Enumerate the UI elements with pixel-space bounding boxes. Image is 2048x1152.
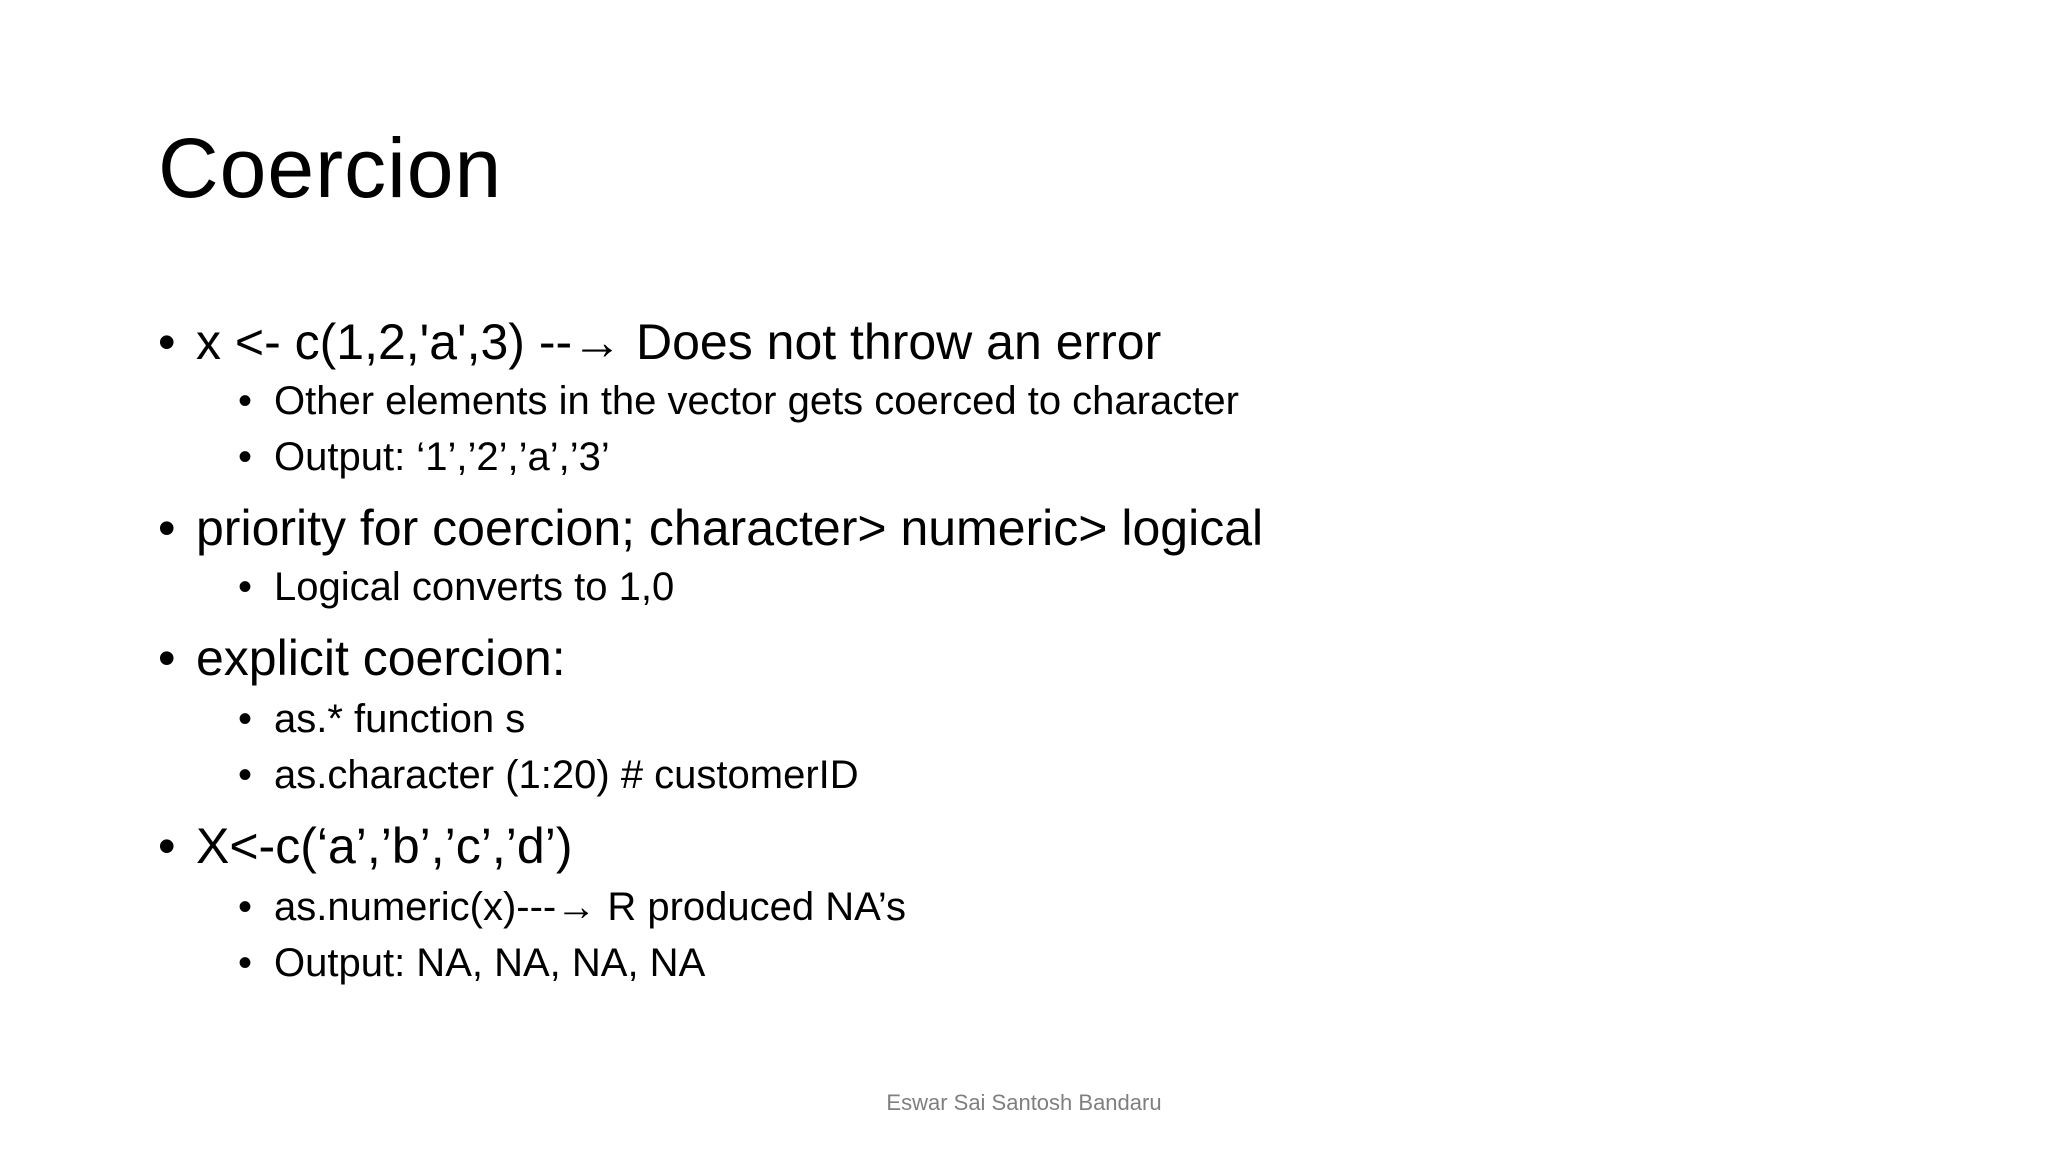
bullet-icon: • [238, 435, 253, 479]
slide-title: Coercion [158, 121, 503, 215]
sub-bullet-item-1-1 [238, 376, 1239, 426]
bullet-text: Output: NA, NA, NA, NA [274, 941, 706, 985]
bullet-icon: • [238, 753, 253, 797]
sub-bullet-item-2-1 [238, 562, 675, 612]
bullet-text: X<-c(‘a’,’b’,’c’,’d’) [196, 818, 573, 874]
bullet-item-1 [158, 312, 1162, 372]
bullet-text: as.character (1:20) # customerID [274, 753, 859, 797]
bullet-text: priority for coercion; character> numeric> logical [196, 500, 1264, 556]
bullet-text: as.* function s [274, 697, 526, 741]
bullet-item-3 [158, 628, 566, 688]
sub-bullet-item-4-1 [238, 882, 907, 932]
bullet-text: explicit coercion: [196, 630, 566, 686]
bullet-icon: • [158, 818, 176, 874]
bullet-text: as.numeric(x)---→ R produced NA’s [274, 885, 907, 929]
bullet-icon: • [158, 314, 176, 370]
slide-footer-author: Eswar Sai Santosh Bandaru [886, 1090, 1162, 1115]
bullet-text: x <- c(1,2,'a',3) --→ Does not throw an error [196, 314, 1162, 370]
bullet-text: Other elements in the vector gets coerced to character [274, 379, 1239, 423]
bullet-icon: • [238, 379, 253, 423]
bullet-text: Logical converts to 1,0 [274, 565, 675, 609]
bullet-icon: • [238, 565, 253, 609]
sub-bullet-item-3-2 [238, 750, 859, 800]
bullet-icon: • [238, 885, 253, 929]
bullet-icon: • [238, 697, 253, 741]
bullet-text: Output: ‘1’,’2’,’a’,’3’ [274, 435, 610, 479]
bullet-icon: • [158, 630, 176, 686]
bullet-icon: • [238, 941, 253, 985]
sub-bullet-item-1-2 [238, 432, 610, 482]
sub-bullet-item-3-1 [238, 694, 526, 744]
bullet-icon: • [158, 500, 176, 556]
bullet-item-4 [158, 816, 573, 876]
sub-bullet-item-4-2 [238, 938, 706, 988]
bullet-item-2 [158, 498, 1264, 558]
